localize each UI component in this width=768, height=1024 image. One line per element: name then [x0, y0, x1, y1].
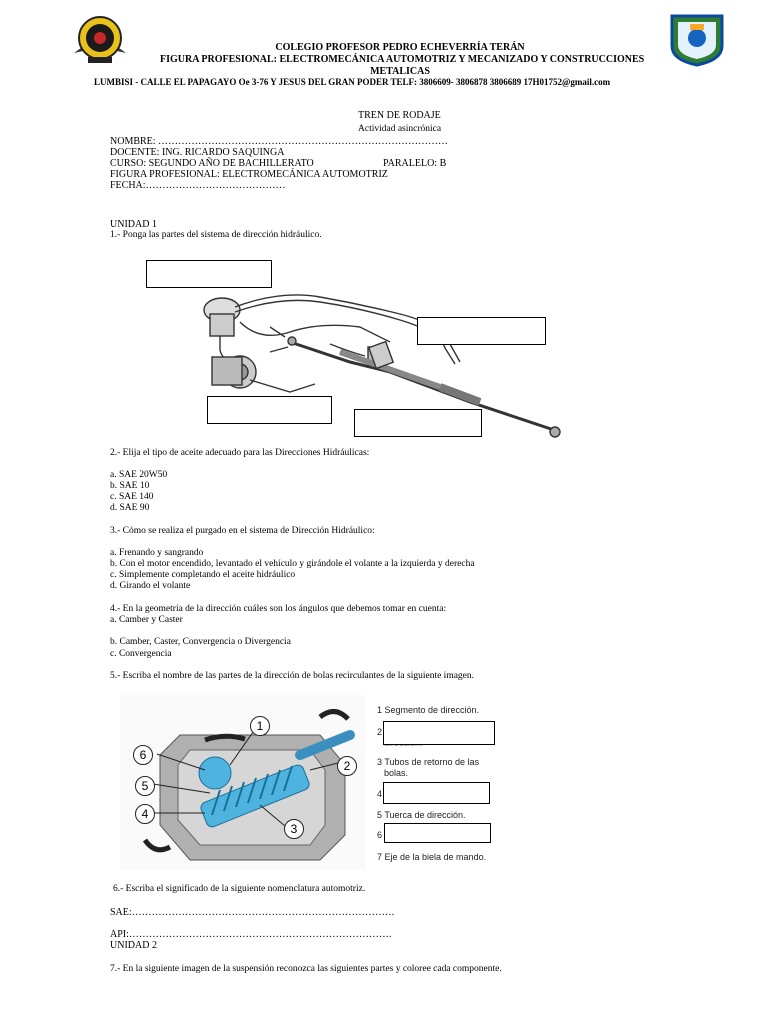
part-1-label: 1 Segmento de dirección.	[377, 705, 480, 715]
answer-box-part-4[interactable]	[383, 782, 490, 804]
curso-field: CURSO: SEGUNDO AÑO DE BACHILLERATO	[110, 158, 314, 169]
school-name: COLEGIO PROFESOR PEDRO ECHEVERRÍA TERÁN	[275, 42, 525, 53]
answer-box-part-6[interactable]	[384, 823, 491, 843]
unidad-1-heading: UNIDAD 1	[110, 219, 157, 230]
school-address: LUMBISI - CALLE EL PAPAGAYO Oe 3-76 Y JESUS DEL GRAN PODER TELF: 3806609- 3806878 3806689 17H01752@gmail.com	[94, 77, 611, 87]
part-3-label-cont: bolas.	[384, 768, 409, 778]
callout-3: 3	[284, 819, 304, 839]
part-4-number: 4	[377, 789, 383, 799]
doc-title: TREN DE RODAJE	[358, 110, 441, 121]
doc-subtitle: Actividad asincrónica	[358, 124, 442, 134]
callout-4: 4	[135, 804, 155, 824]
part-3-label: 3 Tubos de retorno de las	[377, 757, 480, 767]
question-1: 1.- Ponga las partes del sistema de dirección hidráulico.	[110, 230, 322, 240]
question-2: 2.- Elija el tipo de aceite adecuado para las Direcciones Hidráulicas:	[110, 448, 370, 458]
question-6: 6.- Escriba el significado de la siguiente nomenclatura automotriz.	[113, 884, 366, 894]
callout-6: 6	[133, 745, 153, 765]
callout-2: 2	[337, 756, 357, 776]
answer-box-part-2[interactable]	[383, 721, 495, 745]
unidad-2-heading: UNIDAD 2	[110, 940, 157, 951]
answer-box-rack[interactable]	[354, 409, 482, 437]
fecha-field: FECHA:……………………………………	[110, 180, 286, 191]
question-4: 4.- En la geometría de la dirección cuáles son los ángulos que debemos tomar en cuenta:	[110, 604, 447, 614]
answer-box-steering-valve[interactable]	[417, 317, 546, 345]
nombre-field: NOMBRE: ……………………………………………………………………………	[110, 136, 449, 147]
q3-option-d: d. Girando el volante	[110, 581, 191, 591]
professional-field-cont: METALICAS	[370, 66, 430, 77]
callout-5: 5	[135, 776, 155, 796]
paralelo-field: PARALELO: B	[383, 158, 447, 169]
question-5: 5.- Escriba el nombre de las partes de la dirección de bolas recirculantes de la siguiente imagen.	[110, 671, 475, 681]
question-3: 3.- Cómo se realiza el purgado en el sistema de Dirección Hidráulico:	[110, 526, 375, 536]
q3-option-b: b. Con el motor encendido, levantado el vehículo y girándole el volante a la izquierda y derecha	[110, 559, 475, 569]
school-logo-left	[68, 13, 132, 65]
api-answer-line[interactable]: API:…………………………………………………………………….	[110, 929, 392, 940]
docente-field: DOCENTE: ING. RICARDO SAQUINGA	[110, 147, 285, 158]
part-6-number: 6	[377, 830, 383, 840]
answer-box-reservoir[interactable]	[146, 260, 272, 288]
q4-option-c: c. Convergencia	[110, 649, 172, 659]
figura-field: FIGURA PROFESIONAL: ELECTROMECÁNICA AUTOMOTRIZ	[110, 169, 388, 180]
recirculating-ball-diagram	[120, 695, 365, 870]
q3-option-c: c. Simplemente completando el aceite hidráulico	[110, 570, 296, 580]
q2-option-c: c. SAE 140	[110, 492, 154, 502]
sae-answer-line[interactable]: SAE:…………………………………………………………………….	[110, 907, 395, 918]
q2-option-b: b. SAE 10	[110, 481, 150, 491]
school-logo-right	[668, 12, 726, 67]
q4-option-b: b. Camber, Caster, Convergencia o Divergencia	[110, 637, 291, 647]
part-2-number: 2	[377, 727, 383, 737]
question-7: 7.- En la siguiente imagen de la suspensión reconozca las siguientes partes y coloree cada componente.	[110, 964, 502, 974]
q2-option-a: a. SAE 20W50	[110, 470, 168, 480]
part-7-label: 7 Eje de la biela de mando.	[377, 852, 487, 862]
q3-option-a: a. Frenando y sangrando	[110, 548, 204, 558]
part-5-label: 5 Tuerca de dirección.	[377, 810, 466, 820]
professional-field: FIGURA PROFESIONAL: ELECTROMECÁNICA AUTOMOTRIZ Y MECANIZADO Y CONSTRUCCIONES	[160, 54, 645, 65]
callout-1: 1	[250, 716, 270, 736]
q4-option-a: a. Camber y Caster	[110, 615, 183, 625]
answer-box-pump[interactable]	[207, 396, 332, 424]
q2-option-d: d. SAE 90	[110, 503, 150, 513]
